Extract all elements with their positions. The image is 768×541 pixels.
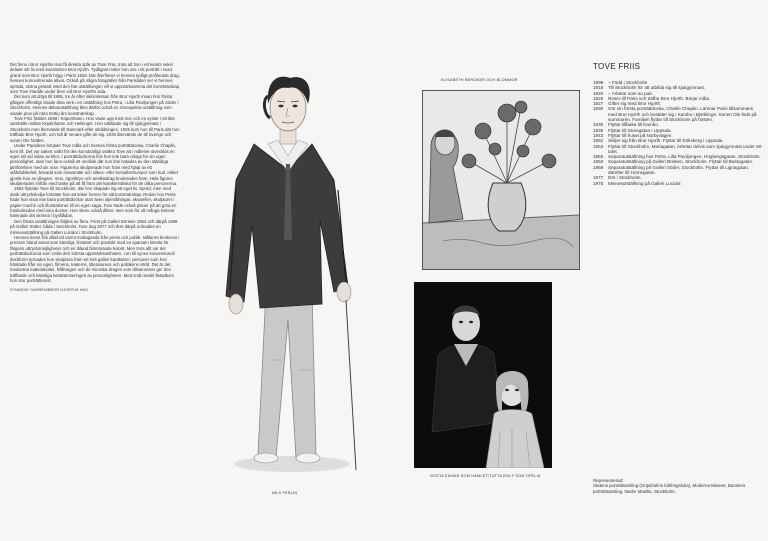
chronology-year: 1952 xyxy=(593,138,604,144)
painting-elisabeth-bergner xyxy=(422,90,580,270)
chronology-text: Till Stockholm för att utbilda sig till sjukgymnast. xyxy=(608,85,706,91)
chronology-text: Flyttar tillbaka till Kambo. xyxy=(608,122,660,128)
doll-caption: NILS FERLIN xyxy=(272,491,298,495)
chronology-year: 1935 xyxy=(593,122,604,128)
chronology-year: 1939 xyxy=(593,127,604,133)
represented-heading: Representerad: xyxy=(593,478,624,483)
chronology-text: – Född i Stockholm. xyxy=(608,80,649,85)
chronology-text: Dör i Stockholm. xyxy=(608,175,642,181)
chronology-text: Reser till Paris och träffar Bror Hjorth. Börjar måla. xyxy=(608,95,711,101)
chronology-text: Gör sin första porträttdocka, Charlie Chaplin. Lämnar Paris tillsammans med Bror Hjorth och bosätter sig i Kambo i Björklinge. Sonen Ole föds på sommaren. Familjen flyttar till Stockholm på hösten. xyxy=(608,106,757,123)
represented-block xyxy=(593,478,765,494)
chronology-year: 1927 xyxy=(593,101,604,107)
article-paragraph: Det kom att dröja till 1955, tre år efter skilsmässan från Bror Hjorth innan hon första gången offentligt visade dina verk i en utställning hos Petra, i Lilla Paviljongen på Söder i Stockholm. Hennes debututställning blev därför också en retrospektiv utställning som visade prov på nära trettio års konstnärskap. xyxy=(10,94,179,116)
article-signature: SYNNÖVE GAHRÉN/BROR HJORTHS HUS xyxy=(10,287,89,292)
article-paragraph: Det finns i Bror Hjorths Hus få direkta spår av Tove Friis, trots att hon i ett kvarts sekel delade sitt liv med konstnären Bror Hjorth. Tydligast möter hon oss i ett porträtt i svart granit som Bror Hjorth högg i Paris 1929. Där återfinner vi hennes tydligt profilerade drag, hennes koncentrerade allvar. Också på några fotografier från Parisliden ser vi hennes spröda, sköna gestalt. Med den här utställningen vill vi uppmärksamma det konstnärskap som Tove inledde under åren vid Bror Hjorths sida. xyxy=(10,62,180,95)
article-column xyxy=(10,62,180,293)
chronology-text: Gifter sig med Bror Hjorth. xyxy=(608,101,662,107)
article-paragraph: Hennes konst fick alltid ett varmt mottagande från press och publik. Målarret beskrevs i pressen bland annat som känsligt, finstämt och poetiskt med en sparsam känsla för färgens uttrycksmöjligheter och en ibland blommande kolorit. Men trots allt var det porträttdockorna som rörde den största uppmärksamheten. I en till synes konventionell dockform tyckades hon skulptera fram ett helt galleri karaktärer: personer som hon hämtade från sin egen, filmens, teaterns, litteraturens och politikens värld. Det är det medvetna materialvalet, hållningen och de mimiska dragen som tillsammans ger den träffande och känsliga karakteriseringen av personligheten. Med små medel åstadkom hon stor porträttkonst. xyxy=(10,235,180,284)
chronology-text: Separatutställning på Galleri Söder, Stockholm. Flyttar till Lignagatan, därefter till Hornsgatan. xyxy=(608,164,750,176)
chronology-year: 1898 xyxy=(593,80,604,85)
chronology-entry xyxy=(593,165,763,176)
article-paragraph: Den första utställningen följdes av flera. Först på Galleri Brinken 1963 och därpå 1968 på Galleri Söder, båda i Stockholm. Tove dog 1977 och året därpå ordnades en minnesutställning på Galleri Lucidor i Stockholm. xyxy=(10,218,178,235)
chronology-year: 1918 xyxy=(593,85,604,91)
chronology-year: 1978 xyxy=(593,180,604,186)
represented-text: Statens porträttsamling (Gripsholms folkhögskola), Moderna Museet, Bonniers porträttsamling, Nedre Manilla, Stockholm. xyxy=(593,483,746,494)
stage-caption: GÖSTA EKMAN SOM HAMLET/TUTTA ROLF SOM OFELIA xyxy=(430,474,541,478)
chronology-year: 1968 xyxy=(593,164,604,170)
chronology-year: 1920 xyxy=(593,90,604,96)
article-paragraph: Under Parisåren började Tove måla och hennes första porträttdocka, Charlie Chaplin, kom till. Det var sakert svårt för den konstnärligt osäkra Tove att i måleriet utvecklas en egen stil vid sidan av Bror. I porträttdockorna fick hon inte bara utlopp för sin egen personlighet, utan hon fann också ett område där hon inte hotades av den ständiga jämförelsen med sin man. Figurerna skulpterade hon fram med hjälp av ett ståltrådskelett, fetvadd som innanmäte och silkes- eller bomullsstrumpor som hud. Håret gjorde hon av yllegarn, mun, ögonbryn och ansiktsdrag broderades fram. Hela figuren skulpterades inifrån med tanke på att få fram det karakteristiska för de olika personerna. xyxy=(10,143,178,186)
photo-hamlet-ofelia xyxy=(414,282,552,468)
article-paragraph: Tove Friis föddes 1898 i Köpenhamn. Hon växte upp med mor och en syster i ett litet samhälle mellan Köpenhamn och Helsingör. Hon utbildade sig till sjukgymnast i Stockholm men återvände till Danmark efter utbildningen. 1925 kom hon till Paris där hon träffade Bror Hjorth, och två år senare gifte de sig. 1930 återvände de till Sverige och sonen Ole föddes. xyxy=(10,116,180,143)
chronology-text: Flyttar till Stockholm, Mariagatan. Arbetar delvis som sjukgymnast under 50-talet. xyxy=(608,143,763,154)
chronology-text: – Arbetar som au pair. xyxy=(608,90,653,96)
chronology-text: Skiljer sig från Bror Hjorth. Flyttar till Eriksberg i Uppsala. xyxy=(608,138,724,144)
chronology-entry xyxy=(593,144,763,155)
chronology-text: Flyttar till huset på Norbyvägen. xyxy=(608,132,673,138)
chronology-entry xyxy=(593,106,763,122)
chronology-text: Flyttar till Sturegatan i Uppsala. xyxy=(608,127,672,133)
chronology-year: 1977 xyxy=(593,175,604,181)
chronology-year: 1930 xyxy=(593,106,604,112)
article-paragraph: 1953 flyttade Tove till Stockholm, där hon skapade sig ett eget liv. Spröd, men med stark uttryckskvilja fortsatte hon att söker former för sitt konstnärskap. Redan hos Petra hade hon visat inte bara porträttdockor utan även oljemålningar, akvareller, skulpturer i papier maché och illustrationer till en egen saga. Tove hade också planer på att göra en fotobokredan med sina dockor. Hon skrev också dikter, men som för så många kvinnor hamnade det skrivna i byrålådan. xyxy=(10,186,177,219)
chronology-year: 1943 xyxy=(593,132,604,138)
chronology-text: Separatutställning hos Petra, Lilla Paviljongen, Högbergsgatan, Stockholm. xyxy=(608,154,761,160)
chronology-year: 1955 xyxy=(593,154,604,160)
chronology-year: 1953 xyxy=(593,143,604,149)
chronology-title: TOVE FRIIS xyxy=(593,62,641,71)
doll-photo-nils-ferlin xyxy=(196,60,382,478)
chronology-year: 1963 xyxy=(593,159,604,165)
painting-caption: ELISABETH BERGNER OCH BLOMMOR xyxy=(441,78,518,82)
chronology-list xyxy=(593,80,763,186)
chronology-text: Separatutställning på Galleri Brinken, Stockholm. Flyttar till Bastugatan. xyxy=(608,159,754,165)
chronology-text: Minnesutställning på Galleri Lucidor. xyxy=(608,180,682,186)
chronology-year: 1925 xyxy=(593,95,604,101)
chronology-entry xyxy=(593,181,763,186)
